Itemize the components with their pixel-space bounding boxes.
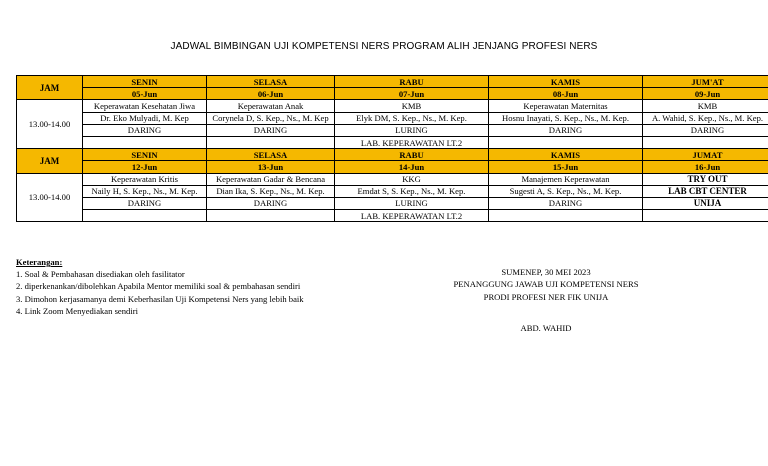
location-cell: [643, 210, 768, 222]
note-item: 1. Soal & Pembahasan disediakan oleh fasilitator: [16, 269, 185, 280]
week-2-mentor-row: [17, 185, 768, 197]
mode-cell: LURING: [335, 124, 489, 136]
mentor-cell: Sugesti A, S. Kep., Ns., M. Kep.: [489, 185, 643, 197]
mode-cell: DARING: [207, 197, 335, 209]
mode-cell: DARING: [643, 124, 768, 136]
day-date: 07-Jun: [335, 88, 489, 100]
week-1-mode-row: [17, 124, 768, 136]
mentor-cell: Naily H, S. Kep., Ns., M. Kep.: [83, 185, 207, 197]
location-cell: [83, 210, 207, 222]
mentor-cell: Hosnu Inayati, S. Kep., Ns., M. Kep.: [489, 112, 643, 124]
signature-place-date: SUMENEP, 30 MEI 2023: [501, 267, 591, 277]
day-date: 14-Jun: [335, 161, 489, 173]
mode-cell: DARING: [83, 197, 207, 209]
day-name: RABU: [335, 76, 489, 88]
mode-cell: DARING: [489, 124, 643, 136]
document-title: JADWAL BIMBINGAN UJI KOMPETENSI NERS PROGRAM ALIH JENJANG PROFESI NERS: [170, 41, 598, 52]
signature-role: PENANGGUNG JAWAB UJI KOMPETENSI NERS: [453, 279, 639, 290]
location-cell: [489, 136, 643, 148]
day-date: 15-Jun: [489, 161, 643, 173]
day-name: KAMIS: [489, 76, 643, 88]
notes-heading: Keterangan:: [16, 257, 63, 267]
mode-cell: LURING: [335, 197, 489, 209]
location-cell: [207, 210, 335, 222]
day-name: SENIN: [83, 76, 207, 88]
session-time: 13.00-14.00: [17, 100, 83, 149]
mentor-cell: Dr. Eko Mulyadi, M. Kep: [83, 112, 207, 124]
day-date: 06-Jun: [207, 88, 335, 100]
location-cell: [489, 210, 643, 222]
mentor-cell: Dian Ika, S. Kep., Ns., M. Kep.: [207, 185, 335, 197]
jam-label: JAM: [17, 149, 83, 173]
mode-cell: DARING: [83, 124, 207, 136]
location-cell: LAB. KEPERAWATAN LT.2: [335, 136, 489, 148]
notes-section: [16, 256, 304, 317]
note-item: 2. diperkenankan/dibolehkan Apabila Mentor memiliki soal & pembahasan sendiri: [16, 281, 301, 292]
mentor-cell: Emdat S, S. Kep., Ns., M. Kep.: [335, 185, 489, 197]
week-2-location-row: [17, 210, 768, 222]
mode-cell: DARING: [207, 124, 335, 136]
week-2-date-row: [17, 161, 768, 173]
mode-cell: UNIJA: [643, 197, 768, 209]
topic-cell: Keperawatan Kesehatan Jiwa: [83, 100, 207, 112]
topic-cell: KMB: [335, 100, 489, 112]
day-name: KAMIS: [489, 149, 643, 161]
location-cell: LAB. KEPERAWATAN LT.2: [335, 210, 489, 222]
day-date: 13-Jun: [207, 161, 335, 173]
week-2-day-row: [17, 149, 768, 161]
session-time: 13.00-14.00: [17, 173, 83, 222]
topic-cell: Keperawatan Kritis: [83, 173, 207, 185]
week-1-location-row: [17, 136, 768, 148]
topic-cell: KKG: [335, 173, 489, 185]
signature-unit: PRODI PROFESI NER FIK UNIJA: [483, 291, 609, 302]
topic-cell: Keperawatan Maternitas: [489, 100, 643, 112]
day-date: 16-Jun: [643, 161, 768, 173]
day-name: JUM'AT: [643, 76, 768, 88]
mode-cell: DARING: [489, 197, 643, 209]
day-name: SELASA: [207, 76, 335, 88]
signature-name: ABD. WAHID: [520, 323, 572, 334]
topic-cell: TRY OUT: [643, 173, 768, 185]
topic-cell: Keperawatan Gadar & Bencana: [207, 173, 335, 185]
location-cell: [207, 136, 335, 148]
day-name: RABU: [335, 149, 489, 161]
signature-block: [400, 266, 692, 335]
topic-cell: Keperawatan Anak: [207, 100, 335, 112]
mentor-cell: A. Wahid, S. Kep., Ns., M. Kep.: [643, 112, 768, 124]
day-date: 05-Jun: [83, 88, 207, 100]
day-name: SENIN: [83, 149, 207, 161]
topic-cell: Manajemen Keperawatan: [489, 173, 643, 185]
location-cell: [83, 136, 207, 148]
week-1-date-row: [17, 88, 768, 100]
schedule-table: [16, 75, 768, 222]
day-name: JUMAT: [643, 149, 768, 161]
location-cell: [643, 136, 768, 148]
day-name: SELASA: [207, 149, 335, 161]
day-date: 12-Jun: [83, 161, 207, 173]
note-item: 4. Link Zoom Menyediakan sendiri: [16, 305, 138, 316]
week-1-day-row: [17, 76, 768, 88]
week-2-mode-row: [17, 197, 768, 209]
mentor-cell: Elyk DM, S. Kep., Ns., M. Kep.: [335, 112, 489, 124]
topic-cell: KMB: [643, 100, 768, 112]
mentor-cell: LAB CBT CENTER: [643, 185, 768, 197]
day-date: 09-Jun: [643, 88, 768, 100]
day-date: 08-Jun: [489, 88, 643, 100]
week-1-mentor-row: [17, 112, 768, 124]
week-1-topic-row: [17, 100, 768, 112]
jam-label: JAM: [17, 76, 83, 100]
note-item: 3. Dimohon kerjasamanya demi Keberhasilan Uji Kompetensi Ners yang lebih baik: [16, 293, 304, 304]
week-2-topic-row: [17, 173, 768, 185]
mentor-cell: Corynela D, S. Kep., Ns., M. Kep: [207, 112, 335, 124]
